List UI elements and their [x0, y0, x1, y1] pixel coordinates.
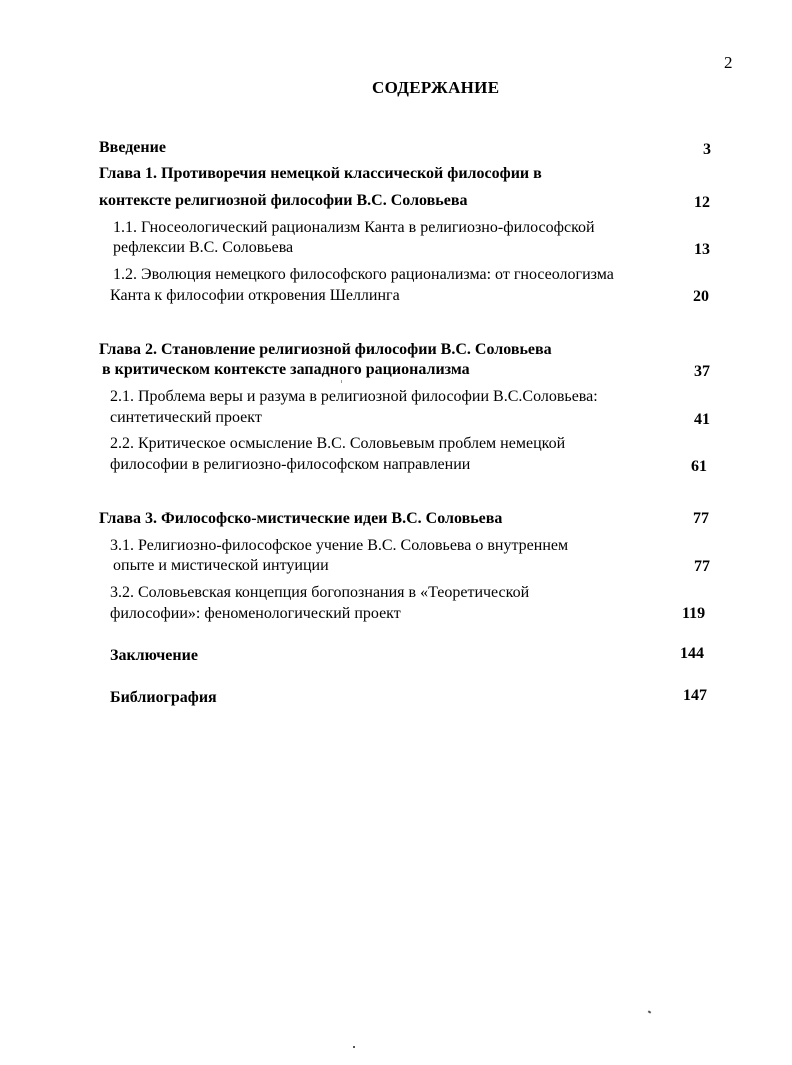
toc-entry-page: 77 — [693, 510, 709, 527]
toc-entry-label-line1: Глава 2. Становление религиозной философии В.С. Соловьева — [99, 341, 552, 358]
toc-entry-label-line2: рефлексии В.С. Соловьева — [113, 239, 294, 256]
toc-entry-page: 41 — [694, 411, 710, 428]
toc-title: СОДЕРЖАНИЕ — [372, 78, 500, 97]
toc-entry-page: 119 — [682, 605, 706, 622]
toc-entry-label-line2: философии в религиозно-философском направлении — [110, 456, 471, 473]
page-number: 2 — [724, 53, 733, 72]
toc-entry-page: 13 — [694, 241, 710, 258]
toc-entry-page: 12 — [694, 194, 710, 211]
toc-entry-label-line1: 2.2. Критическое осмысление В.С. Соловьевым проблем немецкой — [110, 435, 566, 452]
toc-entry-page: 77 — [694, 558, 710, 575]
toc-entry-page: 20 — [693, 288, 709, 305]
scan-speck — [341, 380, 342, 383]
toc-entry-label-line2: в критическом контексте западного рационализма — [102, 361, 470, 378]
toc-entry-label-line1: 3.1. Религиозно-философское учение В.С. Соловьева о внутреннем — [110, 537, 569, 554]
toc-entry-page: 37 — [694, 363, 710, 380]
toc-entry-page: 3 — [703, 141, 711, 158]
toc-entry-label: Введение — [99, 139, 166, 156]
toc-entry-label: Глава 3. Философско-мистические идеи В.С. Соловьева — [99, 510, 503, 527]
toc-entry-page: 144 — [680, 645, 704, 662]
toc-entry-page: 61 — [691, 458, 707, 475]
toc-entry-label-line1: 1.2. Эволюция немецкого философского рационализма: от гносеологизма — [113, 266, 614, 283]
toc-entry-label-line2: опыте и мистической интуиции — [113, 557, 329, 574]
toc-entry-label: Библиография — [110, 689, 217, 706]
toc-entry-label-line1: 3.2. Соловьевская концепция богопознания в «Теоретической — [110, 584, 530, 601]
toc-entry-label-line2: философии»: феноменологический проект — [110, 605, 401, 622]
scan-speck — [648, 1010, 652, 1013]
toc-entry-label-line1: Глава 1. Противоречия немецкой классической философии в — [99, 165, 542, 182]
toc-entry-label-line2: синтетический проект — [110, 409, 262, 426]
toc-entry-label-line1: 1.1. Гносеологический рационализм Канта в религиозно-философской — [113, 219, 595, 236]
scan-speck — [353, 1046, 355, 1048]
toc-entry-page: 147 — [683, 687, 707, 704]
toc-entry-label-line2: контексте религиозной философии В.С. Соловьева — [99, 192, 468, 209]
toc-entry-label: Заключение — [110, 647, 198, 664]
toc-entry-label-line1: 2.1. Проблема веры и разума в религиозной философии В.С.Соловьева: — [110, 388, 598, 405]
toc-entry-label-line2: Канта к философии откровения Шеллинга — [110, 287, 400, 304]
